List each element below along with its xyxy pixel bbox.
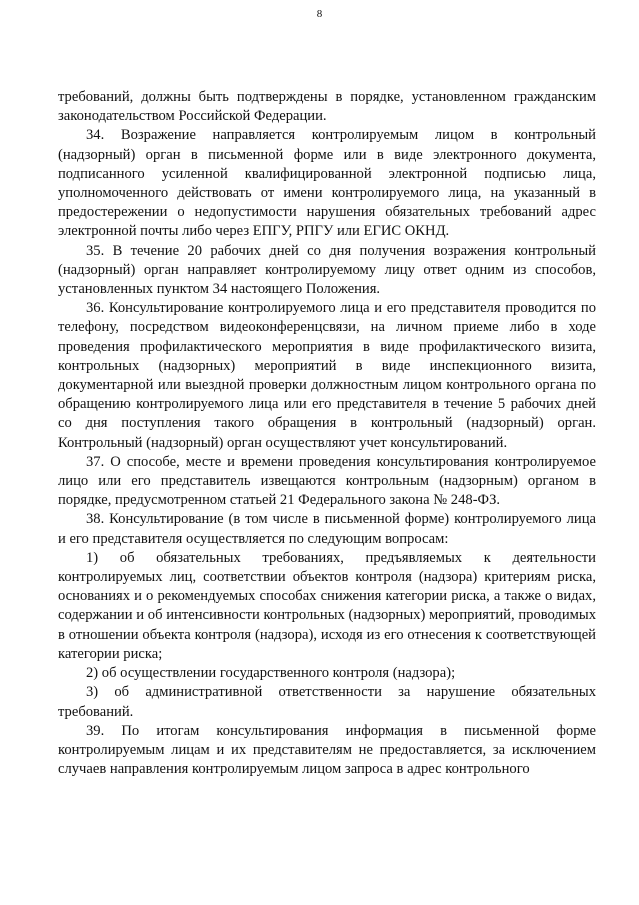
paragraph-34: 34. Возражение направляется контролируемым лицом в контрольный (надзорный) орган в письменной форме или в виде электронного документа, подписанного усиленной квалифицированной электронной подписью лица, уполномоченного действовать от имени контролируемого лица, на указанный в предостережении о недопустимости нарушения обязательных требований адрес электронной почты либо через ЕПГУ, РПГУ или ЕГИС ОКНД. <box>58 127 596 240</box>
paragraph-38: 38. Консультирование (в том числе в письменной форме) контролируемого лица и его представителя осуществляется по следующим вопросам: <box>58 511 596 547</box>
list-item-2: 2) об осуществлении государственного контроля (надзора); <box>86 665 456 682</box>
list-item-1: 1) об обязательных требованиях, предъявляемых к деятельности контролируемых лиц, соответствии объектов контроля (надзора) критериям риска, основаниях и о рекомендуемых способах снижения категории риска, а также о видах, содержании и об интенсивности контрольных (надзорных) мероприятий, проводимых в отношении объекта контроля (надзора), исходя из его отнесения к соответствующей категории риска; <box>58 549 596 662</box>
page-number: 8 <box>316 8 323 20</box>
paragraph-35: 35. В течение 20 рабочих дней со дня получения возражения контрольный (надзорный) орган направляет контролируемому лицу ответ одним из способов, установленных пунктом 34 настоящего Положения. <box>58 242 596 298</box>
document-body <box>58 88 596 779</box>
paragraph-continuation: требований, должны быть подтверждены в порядке, установленном гражданским законодательством Российской Федерации. <box>58 89 596 125</box>
paragraph-36: 36. Консультирование контролируемого лица и его представителя проводится по телефону, посредством видеоконференцсвязи, на личном приеме либо в ходе проведения профилактического мероприятия в виде профилактического визита, контрольных (надзорных) мероприятий в виде инспекционного визита, документарной или выездной проверки должностным лицом контрольного органа по обращению контролируемого лица или его представителя в течение 5 рабочих дней со дня поступления такого обращения в контрольный (надзорный) орган. Контрольный (надзорный) орган осуществляют учет консультирований. <box>58 300 596 451</box>
list-item-3: 3) об административной ответственности за нарушение обязательных требований. <box>58 684 596 720</box>
paragraph-39: 39. По итогам консультирования информация в письменной форме контролируемым лицам и их представителям не предоставляется, за исключением случаев направления контролируемым лицом запроса в адрес контрольного <box>58 722 596 778</box>
paragraph-37: 37. О способе, месте и времени проведения консультирования контролируемое лицо или его представитель извещаются контрольным (надзорным) органом в порядке, предусмотренном статьей 21 Федерального закона № 248-ФЗ. <box>58 453 596 509</box>
